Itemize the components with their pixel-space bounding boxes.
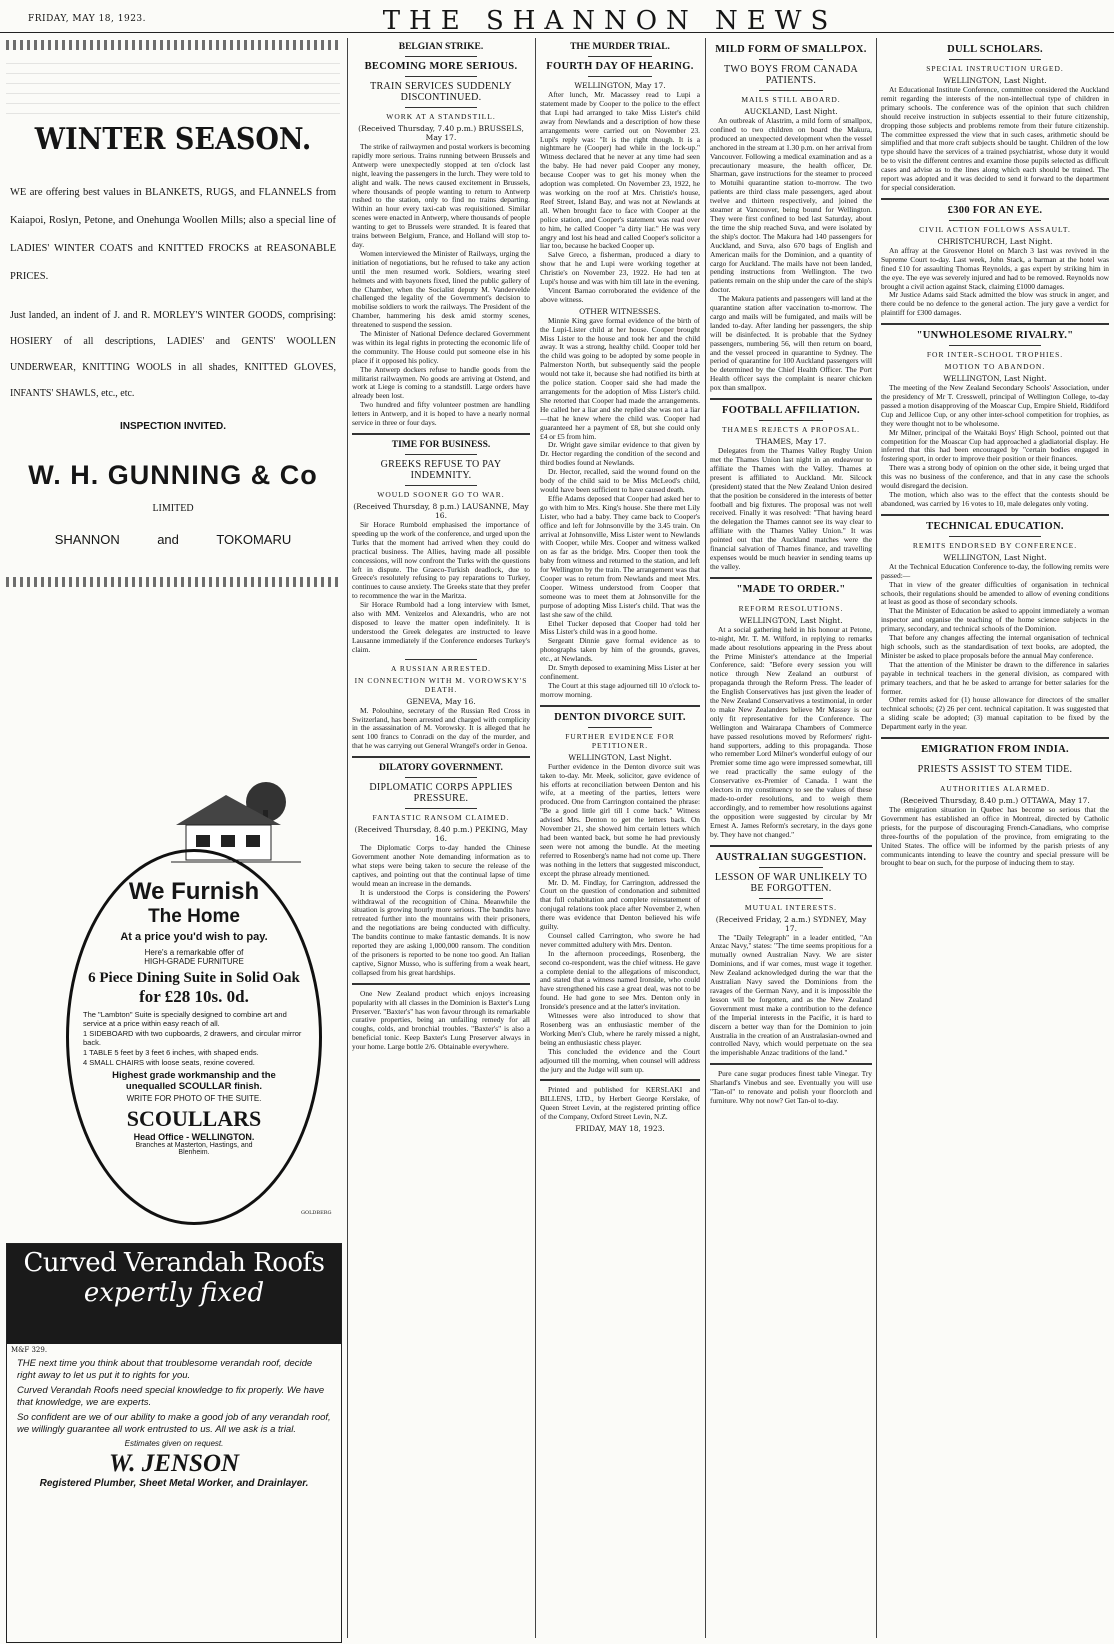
article-subhead: IN CONNECTION WITH M. VOROWSKY'S DEATH. <box>354 675 528 694</box>
estimates-line: Estimates given on request. <box>124 1439 224 1448</box>
article-headline: EMIGRATION FROM INDIA. <box>921 744 1069 756</box>
article-paragraph: It is understood the Corps is considering the Powers' withdrawal of the recognition of China. Meanwhile the situation is growing hourly more serious. The bandits have retreated further into the mountains with their prisoners, and the negotiations are being conducted with difficulty. The bandits continue to make fantastic demands. It is now reported they are asking 1,000,000 ransom. The condition of the prisoners is reported to be none too good. An Italian captive, Signor Musso, who is suffering from a weak heart, collapsed from his great hardships. <box>352 887 530 977</box>
article-paragraph: Salve Greco, a fisherman, produced a diary to show that he and Lupi were working together at Christie's on November 23, 1922. He had ten at Lupi's house and was with him till late in the evening. <box>540 250 700 287</box>
dateline: (Received Friday, 2 a.m.) SYDNEY, May 17. <box>715 914 867 933</box>
furniture-advert <box>6 785 340 1216</box>
article-paragraph: The Makura patients and passengers will land at the quarantine station after vaccination to-morrow. The cargo and mails will be fumigated, and mails will be landed to-day. After landing her passengers, the ship will be disinfected. It is probable that the Sydney passengers, numbering 56, will then return on board, and the vessel proceed in quarantine to Sydney. The period of quarantine for 100 Auckland passengers will be determined by the Chief Health Officer. The Port Health officer says the complaint is nearer chicken pox than smallpox. <box>710 294 872 393</box>
article-headline: FOOTBALL AFFILIATION. <box>722 405 860 417</box>
article-paragraph: The meeting of the New Zealand Secondary Schools' Association, under the presidency of Mr T. Cresswell, principal of Wellington College, to-day passed a motion disapproving of the Moascar Cup, Empire Shield, Riddiford Cup and Jellicoe Cup, or any other inter-school competition for trophies, as they were thought not to be wholesome. <box>881 383 1109 428</box>
article-subhead: MUTUAL INTERESTS. <box>744 902 838 912</box>
issue-date: FRIDAY, MAY 18, 1923. <box>28 14 147 24</box>
article-subhead: WORK AT A STANDSTILL. <box>386 112 496 121</box>
article-paragraph: Women interviewed the Minister of Railways, urging the initiation of negotiations, but he refused to take any action until the men resumed work. Soldiers, wearing steel helmets and with bayonets fixed, lined the public gallery of the Chamber, when the Socialist deputy M. Vandervelde challenged the legality of the Government's decision to mobilise soldiers to work the railways. The President of the Chamber, hammering his desk amid stormy scenes, threatened to suspend the session. <box>352 248 530 330</box>
vinegar-tanol-advert: Pure cane sugar produces finest table Vinegar. Try Sharland's Vinebus and see. Eventually you will use "Tan-ol" to renovate and polish your floorcloth and furniture. Why not now? Get Tan-ol to-day. <box>710 1069 872 1105</box>
branches: Branches at Masterton, Hastings, and Blenheim. <box>135 1142 253 1156</box>
article-headline: FOURTH DAY OF HEARING. <box>546 61 694 72</box>
suite-item: 1 SIDEBOARD with two cupboards, 2 drawers, and circular mirror back. <box>83 1029 302 1047</box>
article-subhead: FOR INTER-SCHOOL TROPHIES. <box>926 350 1064 360</box>
article-headline: DIPLOMATIC CORPS APPLIES PRESSURE. <box>369 782 513 805</box>
article-paragraph: Two hundred and fifty volunteer postmen are handling letters in Antwerp, and it is hoped to have a nearly normal service in three or four days. <box>352 400 530 428</box>
imprint-date: FRIDAY, MAY 18, 1923. <box>575 1124 665 1134</box>
article-headline: "UNWHOLESOME RIVALRY." <box>916 330 1074 342</box>
article-kicker: THE MURDER TRIAL. <box>570 42 670 52</box>
dateline: WELLINGTON, Last Night. <box>943 76 1047 85</box>
faded-header-text <box>6 54 340 114</box>
article-paragraph: The Antwerp dockers refuse to handle goods from the militarist railwaymen. No goods are arriving at Ostend, and work at Liege is coming to a standstill. Large orders have already been lost. <box>352 364 530 401</box>
article-headline: MILD FORM OF SMALLPOX. <box>715 44 867 55</box>
article-subhead: REMITS ENDORSED BY CONFERENCE. <box>912 540 1078 550</box>
town-shannon: SHANNON <box>54 532 120 547</box>
workmanship-line: Highest grade workmanship and the unequalled SCOULLAR finish. <box>112 1070 276 1092</box>
article-paragraph: This concluded the evidence and the Court adjourned till the morning, when counsel will address the jury and the Judge will sum up. <box>540 1046 700 1074</box>
write-for-photo: WRITE FOR PHOTO OF THE SUITE. <box>126 1094 262 1103</box>
article-subhead: WOULD SOONER GO TO WAR. <box>377 490 505 499</box>
article-subheadline: LESSON OF WAR UNLIKELY TO BE FORGOTTEN. <box>714 871 868 894</box>
article-paragraph: Vincent Barnao corroborated the evidence of the above witness. <box>540 285 700 304</box>
furnish-subheading: The Home <box>148 906 240 927</box>
article-headline: A RUSSIAN ARRESTED. <box>390 663 492 673</box>
article-subhead: OTHER WITNESSES. <box>579 306 661 316</box>
gunning-firm-name: W. H. GUNNING & Co <box>28 460 318 490</box>
article-paragraph: The Minister of National Defence declared Government was within its legal rights in protecting the economic life of the community. The House could put someone else in his place if it opposed his policy. <box>352 329 530 365</box>
dateline: WELLINGTON, May 17. <box>574 81 666 90</box>
dining-suite: 6 Piece Dining Suite in Solid Oak <box>88 970 300 986</box>
furnish-heading: We Furnish <box>128 878 260 905</box>
article-paragraph: The strike of railwaymen and postal workers is becoming rapidly more serious. Trains running between Brussels and Antwerp were unexpectedly stopped at ten o'clock last night, leaving the passengers in the lurch. They were told to alight and walk. The news caused excitement in Brussels, where thousands of people wanting to return to Antwerp rushed to the station, only to find no trains departing. Within an hour every taxi-cab was requisitioned. Similar scenes were enacted in Antwerp, where thousands of people wanting to get to Brussels were stranded. It is feared that trains between Belgium, France, and Holland will stop to-day. <box>352 142 530 249</box>
ornamental-border <box>6 577 340 587</box>
article-paragraph: An affray at the Grosvenor Hotel on March 3 last was revived in the Supreme Court to-day. Last week, John Stack, a barman at the hotel was fined £10 for assaulting Thomas Reynolds, a gas expert by striking him in the eye. The eye was severely injured and had to be removed. Reynolds now brought a civil action against Stack, claiming £1000 damages. <box>881 245 1109 291</box>
article-kicker: BELGIAN STRIKE. <box>398 42 484 52</box>
column-rule <box>347 38 348 1638</box>
printer-imprint: Printed and published for KERSLAKI and BILLENS, LTD., by Herbert George Kerslake, of Queen Street Levin, at the registered printing office of the Company, Oxford Street Levin, N.Z. <box>540 1085 700 1122</box>
suite-item: 1 TABLE 5 feet by 3 feet 6 inches, with shaped ends. <box>83 1048 259 1057</box>
dateline: THAMES, May 17. <box>755 437 827 447</box>
article-paragraph: That in view of the greater difficulties of organisation in technical schools, their regulations should be amended to allow of evening conditions at least as good as those of secondary schools. <box>881 579 1109 607</box>
article-paragraph: An outbreak of Alastrim, a mild form of smallpox, confined to two children on board the Makura, produced an unexpected development when the vessel anchored in the stream at 1.30 p.m. on her arrival from Vancouver. Following a medical examination and as a precautionary measure, the health officer, Dr. Sharman, gave instructions for the steamer to proceed to Motuihi quarantine station to-morrow. The two patients are third class male passengers, aged about twelve and thirteen respectively, and joined the steamer at Vancouver, being bound for Wellington. They were first confined to bed last Saturday, about the time the ship reached Suva, and were isolated by the ship's doctor. The Makura had 140 passengers for Auckland, and Suva, also 670 bags of English and American mails for the Dominion, and a quantity of cargo for Auckland. The mails have not been landed, pending instructions from Wellington. The two patients remain on the ship under the care of the ship's doctor. <box>710 116 872 295</box>
article-subhead: FANTASTIC RANSOM CLAIMED. <box>372 813 510 823</box>
dateline: (Received Thursday, 8 p.m.) LAUSANNE, May 16. <box>353 502 529 520</box>
winter-season-heading: WINTER SEASON. <box>34 122 312 157</box>
article-paragraph: The motion, which also was to the effect that the contests should be abandoned, was carried by 16 votes to 10, male delegates only voting. <box>881 490 1109 508</box>
article-subheadline: TWO BOYS FROM CANADA PATIENTS. <box>723 64 859 86</box>
article-subhead: SPECIAL INSTRUCTION URGED. <box>926 64 1064 73</box>
masthead <box>0 0 1114 36</box>
article-paragraph: Other remits asked for (1) house allowance for directors of the smaller technical schools; (2) 26 per cent. technical capitation. It was suggested that a sliding scale be adopted; (3) manual capitation to be fixed by the Department early in the year. <box>881 695 1109 732</box>
article-paragraph: The "Daily Telegraph" in a leader entitled, "An Anzac Navy," states: "The time seems propitious for a mutually owned Australian Navy. We are sister Dominions, and if war comes, must wage it together. New Zealand acknowledged during the war that the Australian Navy saved the Dominions from the ravages of the German Navy, and it is impossible the lesson will be forgotten, and as the New Zealand Government must make a contribution to the defence of the Imperial interests in the Pacific, it is hard to discern a better way than for the Dominion to join Australia in the creation of an Australasian-owned and controlled Navy, which would perpetuate on the sea the imperishable Anzac traditions of the land." <box>710 932 872 1058</box>
article-paragraph: In the afternoon proceedings, Rosenberg, the second co-respondent, was the chief witness. He gave a complete denial to the allegations of misconduct, and stated that a witness named Ironside, who could have strengthened his case a great deal, was not to be found. He had gone to see Mrs. Denton only in Ironside's presence and at the latter's invitation. <box>540 948 700 1012</box>
article-paragraph: At the Technical Education Conference to-day, the following remits were passed:— <box>881 561 1109 580</box>
dateline: AUCKLAND, Last Night. <box>744 107 838 116</box>
jenson-name: W. JENSON <box>108 1450 240 1477</box>
article-kicker: TIME FOR BUSINESS. <box>391 440 491 450</box>
newspaper-title: THE SHANNON NEWS <box>382 6 838 36</box>
article-subhead: CIVIL ACTION FOLLOWS ASSAULT. <box>919 224 1071 234</box>
head-office: Head Office - WELLINGTON. <box>133 1132 255 1142</box>
suite-item: 4 SMALL CHAIRS with loose seats, rexine covered. <box>83 1058 255 1067</box>
article-paragraph: Effie Adams deposed that Cooper had asked her to go with him to Mrs. King's house. She there met Lily Lister, who had a baby. They came back to Cooper's office and left for Johnsonville by the 3.45 train. On arrival at Johnsonville, Miss Lister went to Newlands with Cooper, while Mrs. Cooper and witness walked on as far as the bridge. Mrs. Cooper then took the baby from witness and returned to the station, and left for Wellington by the train. The arrangement was that Cooper was to return from Newlands and meet Mrs. Cooper. Witness understood from Cooper that someone was to meet them at Johnsonville for the purpose of adopting Miss Lister's child. That was the last she saw of the child. <box>540 493 700 619</box>
article-paragraph: Sir Horace Rumbold had a long interview with Ismet, also with MM. Venizelos and Alexandris, who are not disposed to leave the matter open indefinitely. It is understood the Greek delegates are instructed to leave Lausanne immediately if the Conference endorses Turkey's claim. <box>352 600 530 654</box>
article-paragraph: The emigration situation in Quebec has become so serious that the Government has established an office in Montreal, directed by Catholic priests, for the purpose of discouraging French-Canadians, who comprise three-fourths of the population of the province, from emigrating to the United States. The office will be informed by the parish priests of any communicants intending to leave the country and special pressure will be brought to bear on such, for the purpose of inducing them to stay. <box>881 805 1109 868</box>
verandah-para-3: So confident are we of our ability to make a good job of any verandah roof, we willingly guarantee all work entrusted to us. All we ask is a trial. <box>17 1412 331 1435</box>
article-paragraph: That the Minister of Education be asked to appoint immediately a woman inspector and organise the teaching of the home science subjects in the primary, secondary, and technical schools of the Dominion. <box>881 606 1109 634</box>
news-column-4 <box>710 40 872 1642</box>
article-subhead: REFORM RESOLUTIONS. <box>738 603 844 613</box>
article-paragraph: Witnesses were also introduced to show that Rosenberg was an enthusiastic member of the Working Men's Club, where he rarely missed a night, being an enthusiastic chess player. <box>540 1011 700 1047</box>
verandah-para-2: Curved Verandah Roofs need special knowledge to fix properly. We have that knowledge, we are experts. <box>17 1385 325 1408</box>
article-paragraph: Mr Justice Adams said Stack admitted the blow was struck in anger, and there could be no defence to the general action. The jury gave a verdict for plaintiff for £300 damages. <box>881 290 1109 318</box>
and-word: and <box>157 532 179 547</box>
article-subheadline: PRIESTS ASSIST TO STEM TIDE. <box>917 764 1073 776</box>
scoullars-brand: SCOULLARS <box>126 1106 262 1131</box>
verandah-heading: Curved Verandah Roofs <box>23 1248 325 1278</box>
offer-line: HIGH-GRADE FURNITURE <box>144 957 244 966</box>
verandah-subheading: expertly fixed <box>83 1278 265 1308</box>
dateline: (Received Thursday, 8.40 p.m.) PEKING, May 16. <box>354 825 528 844</box>
article-paragraph: At Educational Institute Conference, committee considered the Auckland remit regarding the interests of the non-intellectual type of children in primary schools. The conference was of the opinion that such children should receive instruction in subjects essential to their future citizenship, dropping those subjects and problems remote from their future citizenship. The committee expressed the view that in such cases, arithmetic should be simplified and that more craft subjects should be taught. Children of the low type should have the services of a trained psychiatrist, whose duty it would be to visit the different centres and examine those pupils selected as difficult cases and advise as to the lines along which each should be trained. The report was adopted and it was decided to send it forward to the department for special consideration. <box>881 85 1109 192</box>
dateline: GENEVA, May 16. <box>406 696 476 706</box>
article-headline: £300 FOR AN EYE. <box>947 204 1043 216</box>
column-rule <box>876 38 877 1638</box>
article-headline: DENTON DIVORCE SUIT. <box>554 711 686 723</box>
article-paragraph: M. Polouhine, secretary of the Russian Red Cross in Switzerland, has been arrested and charged with complicity in the assassination of M. Vorowsky. It is alleged that he sent 100 francs to Conradi on the day of the murder, and that he was carrying out General Wrangel's order in Genoa. <box>352 705 530 751</box>
dateline: WELLINGTON, Last Night. <box>739 615 843 625</box>
article-headline: BECOMING MORE SERIOUS. <box>364 61 518 72</box>
article-paragraph: Counsel called Carrington, who swore he had never committed adultery with Mrs. Denton. <box>540 930 700 949</box>
article-subhead: AUTHORITIES ALARMED. <box>940 784 1050 794</box>
article-paragraph: The Court at this stage adjourned till 10 o'clock to-morrow morning. <box>540 680 700 699</box>
news-column-2 <box>352 40 530 1642</box>
advert-column <box>0 40 345 1644</box>
suite-price: for £28 10s. 0d. <box>139 987 249 1006</box>
article-paragraph: There was a strong body of opinion on the other side, it being urged that this was no business of the conference, and that in any case the schools would disregard the decision. <box>881 463 1109 491</box>
artist-signature: GOLDBERG <box>301 1210 332 1216</box>
article-subhead: THAMES REJECTS A PROPOSAL. <box>721 425 861 435</box>
article-paragraph: That before any changes affecting the internal organisation of technical high schools, such as the standardisation of text books, are adopted, the Minister be asked to place proposals before the annual May conference. <box>881 633 1109 660</box>
verandah-advert <box>6 1243 342 1643</box>
verandah-para-1: THE next time you think about that troublesome verandah roof, decide right away to let us put it to rights for you. <box>17 1358 313 1381</box>
ornamental-border <box>6 40 340 50</box>
column-rule <box>705 38 706 1638</box>
baxters-advert: One New Zealand product which enjoys increasing popularity with all classes in the Dominion is Baxter's Lung Preserver. "Baxter's" has won favour through its remarkable curative properties, being an unfailing remedy for all coughs, colds, and bronchial troubles. "Baxter's" is also a beneficial tonic. Keep Baxter's Lung Preserver always in your home. Large bottle 2/6. Obtainable everywhere. <box>352 988 530 1052</box>
article-paragraph: Minnie King gave formal evidence of the birth of the Lupi-Lister child at her house. Cooper brought Miss Lister to the house and took her and the child away. It was a strong, healthy child. Cooper told her the child was going to be adopted by some people in Palmerston North, but subsequently said the people would not take it, because she had notified its birth at the police station. Cooper said she had made the arrangements for the adoption of Miss Lister's child. She retorted that Cooper had made the arrangements. He called her a liar and she replied she was not a liar—that he knew where the child was. Cooper had guaranteed her a payment of £8, but she could only £4 or £5 from him. <box>540 315 700 441</box>
article-subhead: MOTION TO ABANDON. <box>944 362 1046 372</box>
furnish-tagline: At a price you'd wish to pay. <box>120 931 268 943</box>
news-column-5 <box>881 40 1109 1642</box>
dateline: CHRISTCHURCH, Last Night. <box>937 236 1053 246</box>
ad-code: M&F 329. <box>11 1346 48 1354</box>
dateline: WELLINGTON, Last Night. <box>568 752 672 762</box>
column-rule <box>535 38 536 1638</box>
dateline: (Received Thursday, 7.40 p.m.) BRUSSELS, May 17. <box>358 124 524 142</box>
article-paragraph: At a social gathering held in his honour at Petone, to-night, Mr. T. M. Wilford, in replying to remarks made about resolutions appearing in the Press about the Prime Minister's attendance at the Imperial Conference, said: "Before every session you will notice through New Zealand an outburst of propaganda through the Reform Press. The leader of the English Conservatives has just given the leader of the New Zealand Conservatives a testimonial, in order to make New Zealanders believe Mr Massey is our only fit representative for the Conference. The Wellington and Wairarapa Chambers of Commerce have passed resolutions moved by Reformers' right-hand supporters, adding to this propaganda. Those who remember Lord Milner's wonderful eulogy of our Premier some time ago were impressed somewhat, till we read practically the same eulogy of the Conservative ex-Premier of Canada. I want the electors in my constituency to see the values of these made-to-order resolutions, and to weigh them accordingly, and to remember how resolutions against the opposition were suggested by circular by Mr Ernest A. James Reform's secretary, in the days gone by. They have not changed." <box>710 624 872 839</box>
article-paragraph: Further evidence in the Denton divorce suit was taken to-day. Mr. Meek, solicitor, gave evidence of his efforts at reconciliation between Denton and his wife, at a meeting of the parties, letters were produced. One from Carrington contained the phrase: "Be a good little girl till I come back." Witness advised Mrs. Denton to get the letters back. On November 21, she showed him certain letters which had been wanted back, but some he had previously seen were not among the bundle. At the meeting referred to Rosenberg's name had not come up. There was nothing in the letters that suggested misconduct, except the phrase already mentioned. <box>540 761 700 878</box>
article-headline: GREEKS REFUSE TO PAY INDEMNITY. <box>380 459 502 481</box>
article-subhead: FURTHER EVIDENCE FOR PETITIONER. <box>565 731 675 750</box>
inspection-invited: INSPECTION INVITED. <box>119 421 227 432</box>
article-paragraph: Dr. Hector, recalled, said the wound found on the body of the child said to be Miss McLeod's child, would have been sufficient to have caused death. <box>540 467 700 494</box>
article-paragraph: Ethel Tucker deposed that Cooper had told her Miss Lister's child was in a good home. <box>540 618 700 637</box>
winter-body-1: WE are offering best values in BLANKETS, RUGS, and FLANNELS from Kaiapoi, Roslyn, Petone, and Onehunga Woollen Mills; also a special line of LADIES' WINTER COATS and KNITTED FROCKS at REASONABLE PRICES. <box>10 187 336 282</box>
jenson-trade: Registered Plumber, Sheet Metal Worker, and Drainlayer. <box>39 1478 309 1489</box>
article-headline: DULL SCHOLARS. <box>947 44 1043 55</box>
article-paragraph: Dr. Wright gave similar evidence to that given by Dr. Hector regarding the condition of the second and third bodies found at Newlands. <box>540 440 700 468</box>
article-paragraph: Sir Horace Rumbold emphasised the importance of speeding up the work of the conference, and urged upon the Turks that the moment had arrived when they could do practical business. The Allies, having made all possible concessions, will now confront the Turks with the questions left in dispute. The Graeco-Turkish deadlock, due to Greece's resolutely refusing to pay reparations to Turkey, continues to cause anxiety. The Greeks state that they prefer to recommence the war in the Maritza. <box>352 520 530 601</box>
article-paragraph: The Diplomatic Corps to-day handed the Chinese Government another Note demanding information as to what steps were being taken to secure the release of the captives, and pointing out that the continual lapse of time would mean an increase in the demands. <box>352 843 530 888</box>
article-paragraph: Dr. Smyth deposed to examining Miss Lister at her confinement. <box>540 663 700 681</box>
article-kicker: DILATORY GOVERNMENT. <box>379 763 503 774</box>
article-paragraph: That the attention of the Minister be drawn to the difference in salaries payable in technical teachers in the general division, as compared with primary teachers, and that he be asked to arrange for better salaries for the former. <box>881 659 1109 696</box>
article-subheadline: TRAIN SERVICES SUDDENLY DISCONTINUED. <box>370 81 512 103</box>
article-paragraph: Mr Milner, principal of the Waitaki Boys' High School, pointed out that competition for the Moascar Cup had approached a gladiatorial display. He inferred that this had been encouraged by "certain bodies engaged in fostering sport, in order to improve their position or their finances. <box>881 427 1109 464</box>
article-headline: "MADE TO ORDER." <box>736 583 846 595</box>
winter-season-advert <box>6 40 340 720</box>
article-paragraph: Mr. D. M. Findlay, for Carrington, addressed the Court on the question of condonation and submitted that full cohabitation and complete reinstatement of conjugal relations took place after November 2, when there was evidence that Denton believed his wife guilty. <box>540 877 700 932</box>
limited-label: LIMITED <box>152 503 194 514</box>
news-column-3 <box>540 40 700 1642</box>
article-subhead: MAILS STILL ABOARD. <box>741 95 841 104</box>
article-paragraph: Delegates from the Thames Valley Rugby Union met the Thames Union last night in an endeavour to affiliate the Thames with the Valley. Thames at present is affiliated to Auckland. Mr. Silcock (president) stated that the New Zealand Union desired that the position be considered in the interests of better football and big fixtures. The proposal was not well received. Finally it was resolved: "That having heard the delegation the Thames cannot see its way clear to affiliate with the Thames Valley Union." It was pointed out that the Auckland matches were the financial salvation of Thames finance, and travelling expenses would be much heavier in sending teams up the valley. <box>710 446 872 571</box>
suite-description: The "Lambton" Suite is specially designed to combine art and service at a price within easy reach of all. <box>83 1010 287 1028</box>
dateline: WELLINGTON, Last Night. <box>943 374 1047 384</box>
article-headline: AUSTRALIAN SUGGESTION. <box>715 851 867 863</box>
winter-body-2: Just landed, an indent of J. and R. MORLEY'S WINTER GOODS, comprising: HOSIERY of all descriptions, LADIES' and GENTS' WOOLLEN UNDERWEAR, KNITTING WOOLS in all shades, KNITTED GLOVES, INFANTS' SHAWLS, etc., etc. <box>10 310 336 399</box>
dateline: (Received Thursday, 8.40 p.m.) OTTAWA, May 17. <box>900 796 1090 806</box>
article-paragraph: Sergeant Dinnie gave formal evidence as to photographs taken by him of the grounds, graves, etc., at Newlands. <box>540 636 700 664</box>
town-tokomaru: TOKOMARU <box>216 532 292 547</box>
article-headline: TECHNICAL EDUCATION. <box>926 520 1064 532</box>
offer-line: Here's a remarkable offer of <box>144 948 244 957</box>
dateline: WELLINGTON, Last Night. <box>943 552 1047 562</box>
article-paragraph: After lunch, Mr. Macassey read to Lupi a statement made by Cooper to the police to the effect that Lupi had arranged to take Miss Lister's child away from Newlands and a description of how these arrangements were carried out on November 23. Lupi's reply was: "It is the right though. It is a nightmare he (Cooper) had while in the lock-up." Witness declared that he never at any time had seen the baby. He had never paid Cooper any money, because Cooper was to get his money when the adoption was completed. On November 23, 1922, he was working on the roof at Mrs. Christie's house, Reef Street, Island Bay, and was not at Newlands at all. When brought face to face with Cooper at the police station, and Cooper's statement was read over to him, he called Cooper "a dirty liar." He was very angry and lost his head and called Cooper's solicitor a liar too, because he backed Cooper up. <box>540 90 700 251</box>
